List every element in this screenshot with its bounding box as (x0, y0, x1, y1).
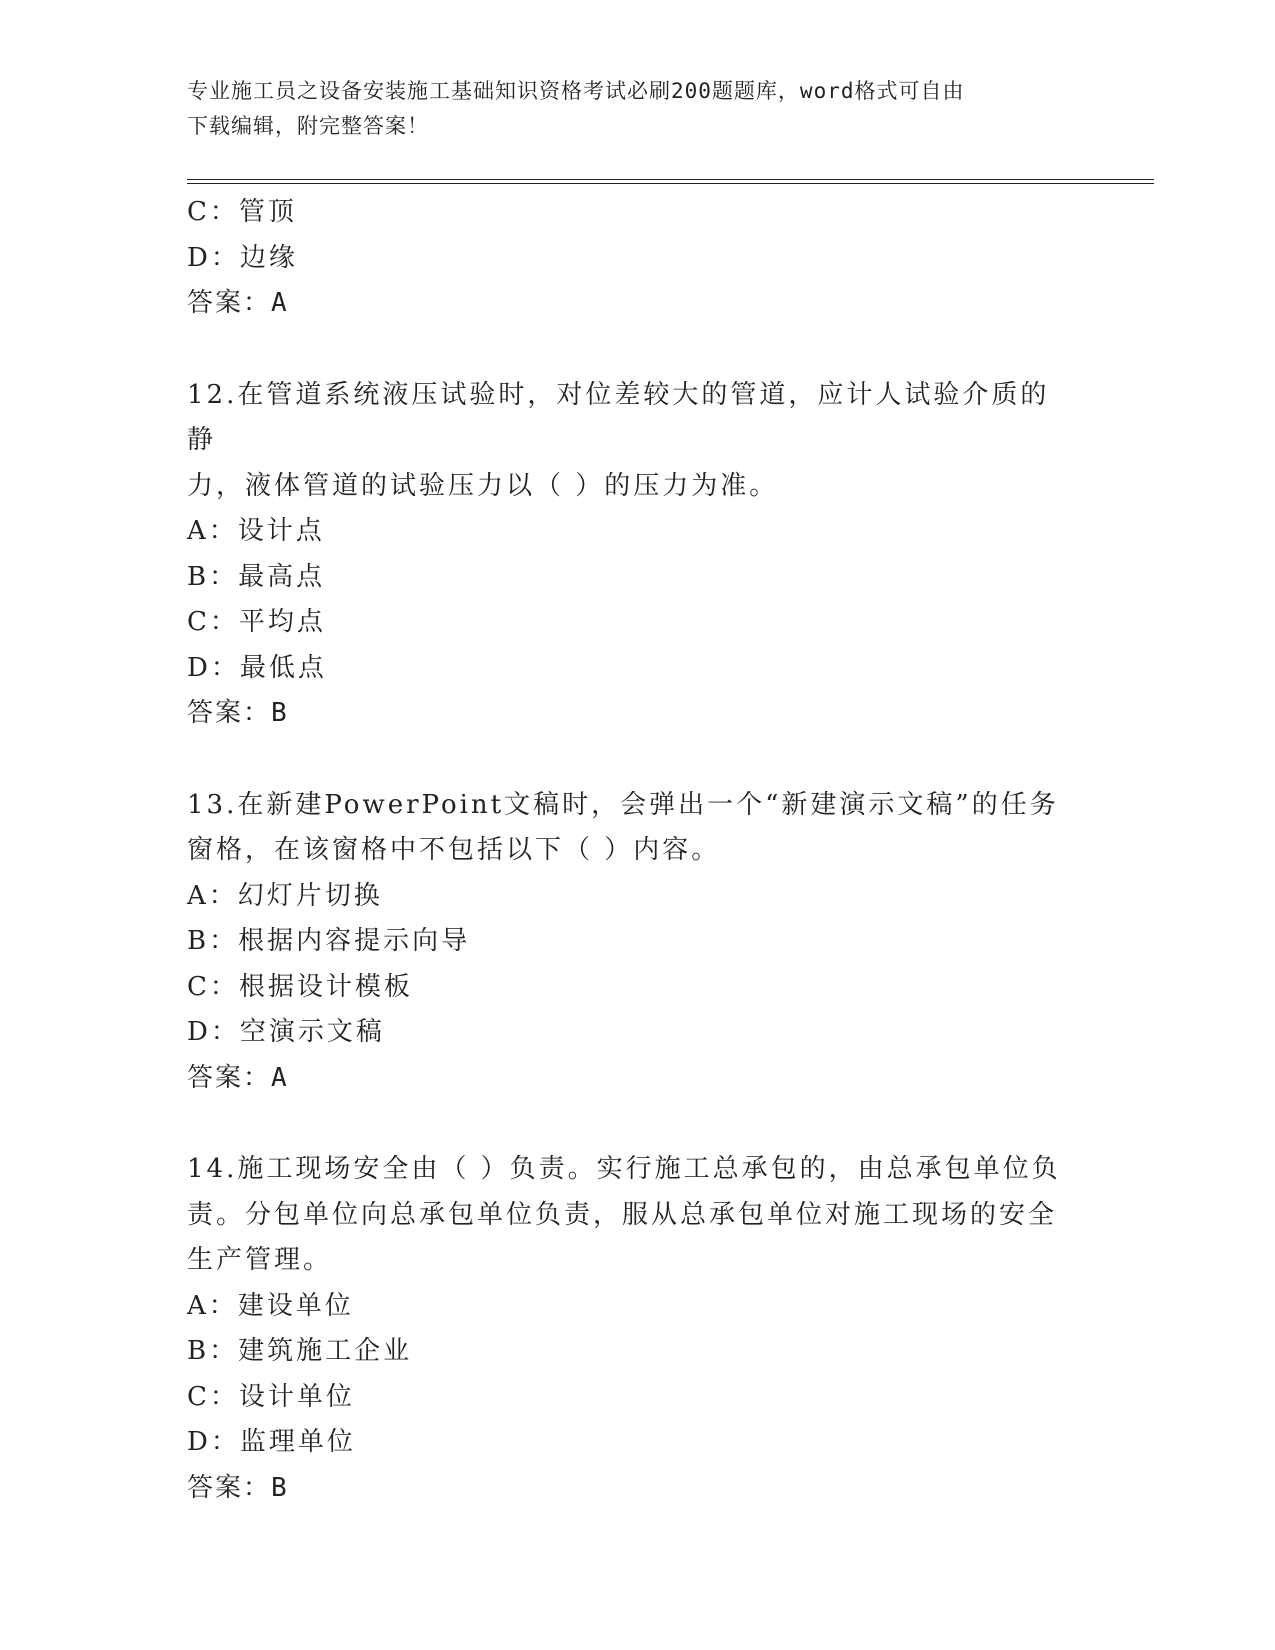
header-rule-bottom (187, 183, 1154, 184)
answer-line: 答案：B (187, 698, 289, 728)
option-d: D：边缘 (187, 242, 298, 273)
option-c: C：根据设计模板 (187, 971, 413, 1002)
option-b: B：建筑施工企业 (187, 1336, 413, 1366)
question-text-line: 生产管理。 (187, 1245, 333, 1275)
option-c: C：管顶 (187, 197, 297, 227)
header-line-1: 专业施工员之设备安装施工基础知识资格考试必刷200题题库，word格式可自由 (187, 79, 965, 103)
question-text-line: 责。分包单位向总承包单位负责，服从总承包单位对施工现场的安全 (187, 1199, 1058, 1230)
question-spacer (187, 737, 1077, 783)
option-d: D：空演示文稿 (187, 1017, 385, 1047)
question-text-line: 窗格，在该窗格中不包括以下（ ）内容。 (187, 835, 721, 865)
option-a: A：建设单位 (187, 1290, 354, 1321)
option-b: B：最高点 (187, 561, 326, 592)
question-11-continuation (187, 190, 1077, 327)
question-spacer (187, 327, 1077, 373)
question-spacer (187, 1101, 1077, 1147)
question-13 (187, 783, 1077, 1102)
question-text-line: 力，液体管道的试验压力以（ ）的压力为准。 (187, 470, 779, 501)
answer-line: 答案：A (187, 288, 289, 318)
option-c: C：平均点 (187, 607, 326, 637)
answer-line: 答案：B (187, 1472, 289, 1503)
question-content (187, 190, 1077, 1511)
option-b: B：根据内容提示向导 (187, 926, 471, 956)
option-a: A：幻灯片切换 (187, 880, 383, 911)
question-text-line: 13.在新建PowerPoint文稿时，会弹出一个“新建演示文稿”的任务 (187, 789, 1059, 820)
document-header (187, 74, 1067, 144)
option-d: D：监理单位 (187, 1427, 356, 1457)
option-c: C：设计单位 (187, 1381, 355, 1412)
question-14 (187, 1147, 1077, 1511)
option-a: A：设计点 (187, 516, 325, 546)
header-line-2: 下载编辑，附完整答案！ (187, 114, 429, 138)
question-text-line: 12.在管道系统液压试验时，对位差较大的管道，应计人试验介质的静 (187, 379, 1050, 455)
header-rule-top (187, 179, 1154, 180)
option-d: D：最低点 (187, 652, 327, 683)
question-text-line: 14.施工现场安全由（ ）负责。实行施工总承包的，由总承包单位负 (187, 1154, 1061, 1184)
question-12 (187, 373, 1077, 737)
answer-line: 答案：A (187, 1062, 289, 1093)
